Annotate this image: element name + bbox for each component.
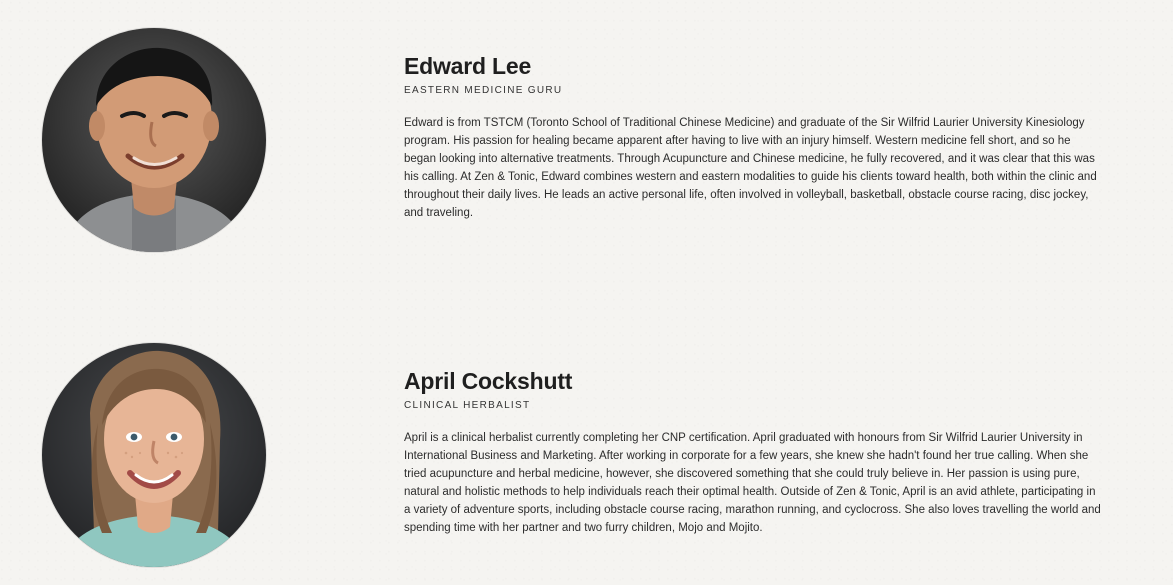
team-member-role: EASTERN MEDICINE GURU — [404, 85, 563, 96]
team-member-bio: Edward is from TSTCM (Toronto School of Traditional Chinese Medicine) and graduate of the Sir Wilfrid Laurier University Kinesiology program. His passion for healing became apparent after having to live with an injury himself. Western medicine fell short, and so he began looking into alternative treatments. Through Acupuncture and Chinese medicine, he fully recovered, and it was clear that this was his calling. At Zen & Tonic, Edward combines western and eastern modalities to guide his clients toward health, both within the clinic and throughout their daily lives. He leads an active personal life, often involved in volleyball, basketball, obstacle course racing, disc jockey, and traveling. — [404, 117, 1097, 219]
portrait-photo-icon — [42, 28, 266, 252]
team-member-info — [404, 52, 1114, 222]
team-member-name: April Cockshutt — [404, 368, 573, 394]
team-member-role: CLINICAL HERBALIST — [404, 400, 531, 411]
portrait-photo-edward — [42, 28, 266, 252]
team-member-name: Edward Lee — [404, 53, 532, 79]
team-member-info — [404, 367, 1114, 537]
team-member-bio: April is a clinical herbalist currently completing her CNP certification. April graduated with honours from Sir Wilfrid Laurier University in International Business and Marketing. After working in corporate for a few years, she knew she hadn't found her true calling. When she tried acupuncture and herbal medicine, however, she discovered something that she could truly believe in. Her passion is using pure, natural and holistic methods to help individuals reach their optimal health. Outside of Zen & Tonic, April is an avid athlete, participating in a variety of adventure sports, including obstacle course racing, marathon running, and cyclocross. She also loves travelling the world and spending time with her partner and two furry children, Mojo and Mojito. — [404, 432, 1101, 534]
portrait-photo-icon — [42, 343, 266, 567]
portrait-photo-april — [42, 343, 266, 567]
